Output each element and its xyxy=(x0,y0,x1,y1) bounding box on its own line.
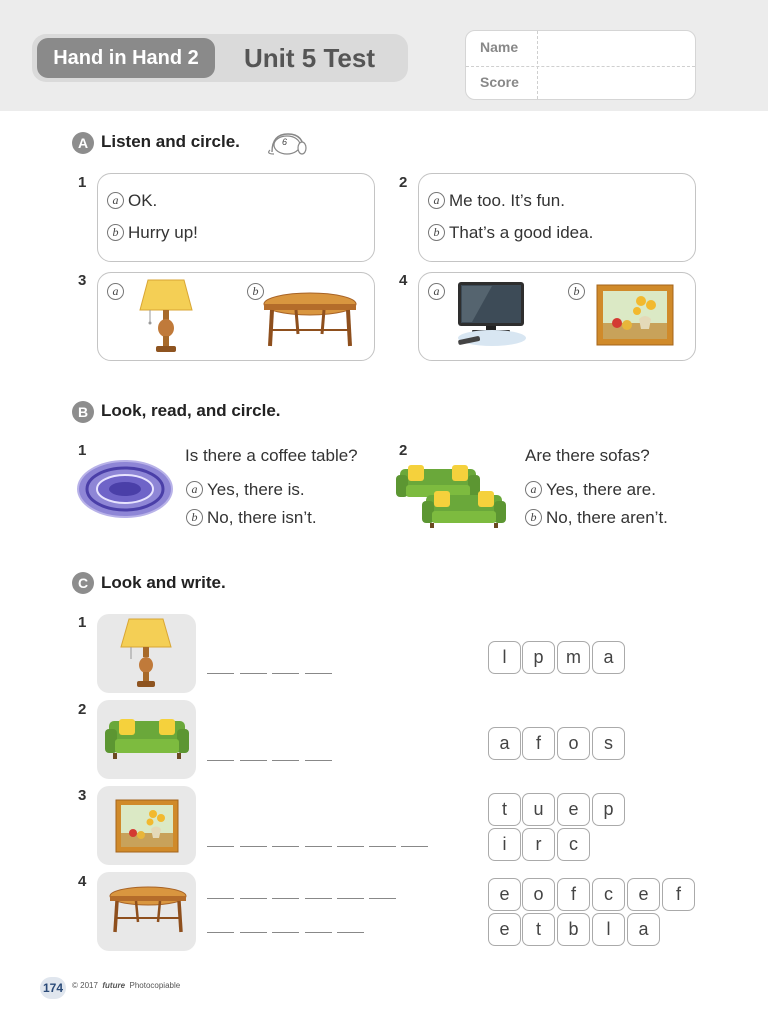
letter-tile: l xyxy=(488,641,521,674)
track-number: 6 xyxy=(282,137,288,147)
question-number: 1 xyxy=(78,442,87,459)
letter-tile: e xyxy=(488,913,521,946)
letter-tile: p xyxy=(592,793,625,826)
letter-blank[interactable] xyxy=(369,898,396,899)
letter-blank[interactable] xyxy=(337,932,364,933)
footer-credit xyxy=(72,981,180,990)
name-field[interactable] xyxy=(537,31,695,65)
letter-tile: t xyxy=(522,913,555,946)
letter-tile: m xyxy=(557,641,590,674)
letter-tile: t xyxy=(488,793,521,826)
option-marker: a xyxy=(186,481,203,498)
question-number: 1 xyxy=(78,174,87,191)
letter-tile: o xyxy=(557,727,590,760)
letter-tile: f xyxy=(522,727,555,760)
coffee-table-icon xyxy=(262,290,358,354)
unit-title: Unit 5 Test xyxy=(244,43,375,73)
letter-blank[interactable] xyxy=(240,846,267,847)
book-title: Hand in Hand 2 xyxy=(37,38,215,78)
option-a[interactable] xyxy=(186,480,305,500)
letter-tile: a xyxy=(592,641,625,674)
name-label: Name xyxy=(480,39,519,55)
page-number: 174 xyxy=(40,977,66,999)
answer-box xyxy=(418,173,696,262)
section-b-title: Look, read, and circle. xyxy=(101,401,281,420)
sofa-icon xyxy=(105,717,189,763)
tv-icon xyxy=(452,280,532,350)
letter-tile: a xyxy=(627,913,660,946)
letter-blank[interactable] xyxy=(305,760,332,761)
option-a[interactable] xyxy=(525,480,656,500)
option-text: Yes, there are. xyxy=(546,480,656,499)
letter-tile: a xyxy=(488,727,521,760)
headphones-icon xyxy=(268,130,308,156)
score-label: Score xyxy=(480,74,519,90)
question-number: 4 xyxy=(399,272,408,289)
letter-blank[interactable] xyxy=(240,932,267,933)
section-a-badge: A xyxy=(72,132,94,154)
letter-blank[interactable] xyxy=(272,932,299,933)
section-a-title: Listen and circle. xyxy=(101,132,240,151)
photocopiable-note: Photocopiable xyxy=(129,981,181,990)
letter-blank[interactable] xyxy=(207,760,234,761)
option-text: Yes, there is. xyxy=(207,480,305,499)
option-marker: b xyxy=(428,224,445,241)
letter-blank[interactable] xyxy=(272,846,299,847)
letter-blank[interactable] xyxy=(272,898,299,899)
letter-tile: o xyxy=(522,878,555,911)
letter-blank[interactable] xyxy=(305,898,332,899)
question-number: 3 xyxy=(78,272,87,289)
option-b[interactable] xyxy=(428,223,593,243)
question-text: Is there a coffee table? xyxy=(185,446,358,465)
letter-blank[interactable] xyxy=(337,898,364,899)
question-number: 2 xyxy=(399,442,408,459)
option-b[interactable] xyxy=(525,508,668,528)
letter-tile: c xyxy=(557,828,590,861)
letter-blank[interactable] xyxy=(240,760,267,761)
option-marker: a xyxy=(107,192,124,209)
score-field[interactable] xyxy=(537,66,695,99)
section-b-badge: B xyxy=(72,401,94,423)
question-number: 1 xyxy=(78,614,87,631)
letter-blank[interactable] xyxy=(207,846,234,847)
option-text: Me too. It’s fun. xyxy=(449,191,565,210)
lamp-icon xyxy=(136,276,196,356)
letter-blank[interactable] xyxy=(207,673,234,674)
letter-blank[interactable] xyxy=(369,846,396,847)
letter-blank[interactable] xyxy=(240,898,267,899)
letter-blank[interactable] xyxy=(272,673,299,674)
question-number: 3 xyxy=(78,787,87,804)
answer-box xyxy=(97,173,375,262)
letter-tile: l xyxy=(592,913,625,946)
question-text: Are there sofas? xyxy=(525,446,650,465)
option-b-marker[interactable]: b xyxy=(568,283,585,300)
letter-blank[interactable] xyxy=(305,673,332,674)
coffee-table-icon xyxy=(108,886,188,936)
question-number: 2 xyxy=(78,701,87,718)
letter-blank[interactable] xyxy=(207,932,234,933)
letter-tile: s xyxy=(592,727,625,760)
option-text: That’s a good idea. xyxy=(449,223,594,242)
section-c-title: Look and write. xyxy=(101,573,226,592)
option-marker: a xyxy=(428,192,445,209)
lamp-icon xyxy=(117,617,177,691)
letter-tile: i xyxy=(488,828,521,861)
copyright-text: © 2017 xyxy=(72,981,98,990)
option-a[interactable] xyxy=(107,191,157,211)
section-c-badge: C xyxy=(72,572,94,594)
option-text: OK. xyxy=(128,191,158,210)
option-b[interactable] xyxy=(107,223,198,243)
picture-icon xyxy=(115,799,179,853)
publisher-logo: future xyxy=(102,981,126,990)
letter-tile: e xyxy=(627,878,660,911)
letter-tile: c xyxy=(592,878,625,911)
option-text: No, there aren’t. xyxy=(546,508,668,527)
picture-icon xyxy=(595,283,675,347)
letter-blank[interactable] xyxy=(240,673,267,674)
letter-tile: e xyxy=(557,793,590,826)
letter-tile: r xyxy=(522,828,555,861)
option-a-marker[interactable]: a xyxy=(107,283,124,300)
letter-tile: b xyxy=(557,913,590,946)
sofa-icon xyxy=(396,459,508,531)
option-text: Hurry up! xyxy=(128,223,198,242)
question-number: 2 xyxy=(399,174,408,191)
letter-blank[interactable] xyxy=(401,846,428,847)
letter-blank[interactable] xyxy=(207,898,234,899)
option-a-marker[interactable]: a xyxy=(428,283,445,300)
letter-tile: p xyxy=(522,641,555,674)
letter-tile: f xyxy=(557,878,590,911)
letter-tile: e xyxy=(488,878,521,911)
letter-blank[interactable] xyxy=(305,932,332,933)
option-text: No, there isn’t. xyxy=(207,508,317,527)
option-b[interactable] xyxy=(186,508,317,528)
option-marker: b xyxy=(107,224,124,241)
letter-tile: u xyxy=(522,793,555,826)
letter-blank[interactable] xyxy=(305,846,332,847)
letter-blank[interactable] xyxy=(272,760,299,761)
letter-tile: f xyxy=(662,878,695,911)
rug-icon xyxy=(76,457,174,521)
question-number: 4 xyxy=(78,873,87,890)
option-a[interactable] xyxy=(428,191,565,211)
option-b-marker[interactable]: b xyxy=(247,283,264,300)
option-marker: b xyxy=(186,509,203,526)
option-marker: b xyxy=(525,509,542,526)
letter-blank[interactable] xyxy=(337,846,364,847)
option-marker: a xyxy=(525,481,542,498)
